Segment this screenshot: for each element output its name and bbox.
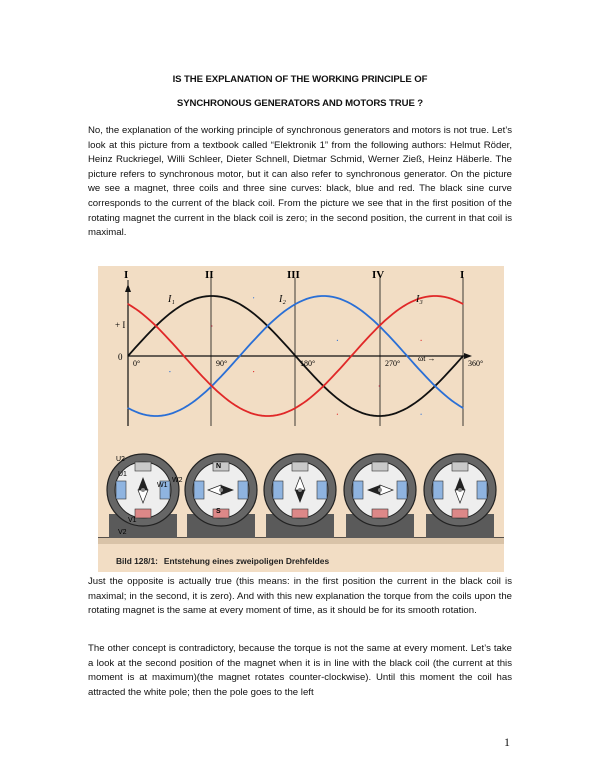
coil-blue <box>116 481 126 499</box>
y-axis-label: + I <box>115 320 126 330</box>
motor-1 <box>107 454 179 538</box>
curve-label-i3: I₃ <box>416 294 423 305</box>
rotor-shaft <box>219 488 223 492</box>
figure-caption <box>116 556 329 566</box>
pole-label-n: N <box>216 463 222 470</box>
data-point-i1-5 <box>337 398 338 399</box>
coil-black <box>452 462 468 471</box>
paragraph-2: Just the opposite is actually true (this means: in the first position the current in the black coil is maximal; in the second, it is zero). And with this new explanation the torque from the coils upon the rotating magnet is the same at every moment of time, as it should be for its smooth rotation. <box>88 576 512 617</box>
figure-svg <box>98 266 504 572</box>
data-point-i2-3 <box>253 297 254 298</box>
data-point-i2-1 <box>169 371 170 372</box>
data-point-i3-8 <box>462 303 463 304</box>
coil-red <box>452 509 468 518</box>
data-point-i2-7 <box>421 414 422 415</box>
coil-blue-opposite <box>397 481 407 499</box>
motor-5 <box>424 454 496 538</box>
data-point-i3-5 <box>337 414 338 415</box>
x-tick-270: 270° <box>385 359 401 368</box>
coil-blue <box>273 481 283 499</box>
data-point-i1-8 <box>462 355 463 356</box>
coil-blue-opposite <box>317 481 327 499</box>
motor-3 <box>264 454 336 538</box>
data-point-i3-0 <box>127 303 128 304</box>
data-point-i3-3 <box>253 371 254 372</box>
coil-label-v1: V1 <box>128 517 137 524</box>
pole-label-s: S <box>216 508 221 515</box>
data-point-i2-0 <box>127 408 128 409</box>
x-tick-90: 90° <box>216 359 228 368</box>
title-line-1: IS THE EXPLANATION OF THE WORKING PRINCIPLE OF <box>172 74 428 85</box>
position-label-5: I <box>460 269 465 281</box>
data-point-i3-2 <box>211 325 212 326</box>
curve-label-i2: I₂ <box>279 294 286 305</box>
rotor-shaft <box>378 488 382 492</box>
data-point-i3-6 <box>379 385 380 386</box>
x-tick-360: 360° <box>468 359 484 368</box>
rotor-shaft <box>141 488 145 492</box>
title-line-2: SYNCHRONOUS GENERATORS AND MOTORS TRUE ? <box>176 98 424 109</box>
data-point-i1-6 <box>379 415 380 416</box>
coil-label-w1: W1 <box>157 482 168 489</box>
coil-blue-opposite <box>238 481 248 499</box>
coil-label-u2: U2 <box>116 456 125 463</box>
coil-blue <box>194 481 204 499</box>
data-point-i2-5 <box>337 340 338 341</box>
data-point-i1-0 <box>127 355 128 356</box>
data-point-i2-4 <box>295 303 296 304</box>
rotor-shaft <box>458 488 462 492</box>
position-label-3: III <box>287 269 300 281</box>
coil-blue <box>353 481 363 499</box>
coil-blue <box>433 481 443 499</box>
caption-text: Entstehung eines zweipoligen Drehfeldes <box>163 556 330 566</box>
rotor-shaft <box>298 488 302 492</box>
x-tick-180: 180° <box>300 359 316 368</box>
data-point-i1-4 <box>295 355 296 356</box>
data-point-i1-3 <box>253 313 254 314</box>
position-label-2: II <box>205 269 214 281</box>
coil-red <box>372 509 388 518</box>
x-axis-label: ωt → <box>418 354 436 363</box>
coil-black <box>292 462 308 471</box>
coil-label-v2: V2 <box>118 529 127 536</box>
data-point-i1-1 <box>169 313 170 314</box>
paragraph-3: The other concept is contradictory, because the torque is not the same at every moment. Let’s take a look at the second position of the magnet when it is in line with the black coil (the current at this moment is at maximum)(the magnet rotates counter-clockwise). Until this moment the coil has attracted the white pole; then the pole goes to the left <box>88 643 512 698</box>
coil-label-u1: U1 <box>118 471 127 478</box>
data-point-i3-7 <box>421 340 422 341</box>
coil-label-w2: W2 <box>172 477 183 484</box>
motor-base-hatch <box>98 538 504 544</box>
data-point-i3-4 <box>295 408 296 409</box>
coil-black <box>135 462 151 471</box>
coil-red <box>292 509 308 518</box>
paragraph-1: No, the explanation of the working principle of synchronous generators and motors is not true. Let’s look at this picture from a textbook called “Elektronik 1” from the following authors: Helmut Röder, Heinz Ruckriegel, Willi Schleer, Dieter Schnell, Dietmar Schmid, Werner Zieß, Heinz Häberle. The picture refers to synchronous motor, but it can also refer to synchronous generator. On the picture we see a magnet, three coils and three sine curves: black, blue and red. The black sine curve corresponds to the current of the black coil. From the picture we see that in the first position of the rotating magnet the current in the black coil is zero; in the second position, the current in that coil is maximal. <box>88 125 512 239</box>
coil-red <box>135 509 151 518</box>
caption-prefix: Bild 128/1: <box>116 556 158 566</box>
position-label-1: I <box>124 269 129 281</box>
x-tick-0: 0° <box>133 359 141 368</box>
motor-diagrams <box>107 454 496 538</box>
coil-black <box>372 462 388 471</box>
coil-blue-opposite <box>477 481 487 499</box>
data-point-i2-8 <box>462 408 463 409</box>
motor-4 <box>344 454 416 538</box>
page-number: 1 <box>504 735 510 749</box>
origin-label: 0 <box>118 352 123 362</box>
textbook-figure <box>98 266 504 572</box>
data-point-i1-2 <box>211 295 212 296</box>
curve-label-i1: I₁ <box>168 294 175 305</box>
data-point-i1-7 <box>421 398 422 399</box>
position-label-4: IV <box>372 269 385 281</box>
